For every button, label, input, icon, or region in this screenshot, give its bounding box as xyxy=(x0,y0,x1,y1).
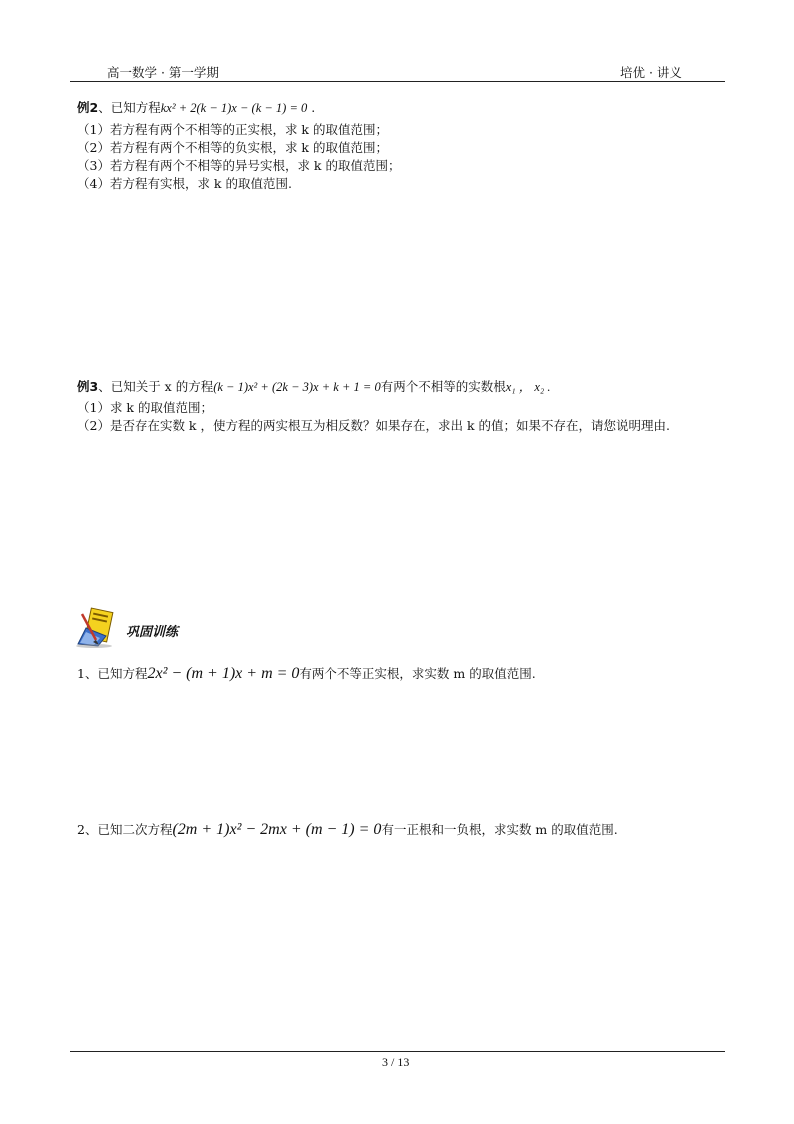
practice-title: 巩固训练 xyxy=(126,625,179,640)
footer-rule xyxy=(70,1051,725,1052)
example3-tail: 有两个不相等的实数根 xyxy=(380,379,506,394)
example3-item-2: （2）是否存在实数 k ，使方程的两实根互为相反数？如果存在，求出 k 的值；如果不存在，请您说明理由. xyxy=(77,418,670,433)
example3-intro: 、已知关于 x 的方程 xyxy=(98,379,214,394)
practice-q2 xyxy=(77,821,618,839)
example2-item-3: （3）若方程有两个不相等的异号实根，求 k 的取值范围； xyxy=(77,158,401,173)
example2-item-1: （1）若方程有两个不相等的正实根，求 k 的取值范围； xyxy=(77,122,388,137)
example3-equation: (k − 1)x² + (2k − 3)x + k + 1 = 0 xyxy=(213,380,381,394)
practice-q2-num: 2 xyxy=(77,822,85,837)
example2-item-4: （4）若方程有实根，求 k 的取值范围. xyxy=(77,176,292,191)
practice-q2-tail: 有一正根和一负根，求实数 m 的取值范围. xyxy=(381,822,618,837)
practice-q2-equation: (2m + 1)x² − 2mx + (m − 1) = 0 xyxy=(172,821,382,838)
page-number: 3 / 13 xyxy=(382,1055,410,1069)
practice-q1-equation: 2x² − (m + 1)x + m = 0 xyxy=(147,665,300,682)
practice-q1 xyxy=(77,665,536,683)
practice-q1-num: 1 xyxy=(77,666,85,681)
example3-label: 例3 xyxy=(77,379,99,394)
example2-item-2: （2）若方程有两个不相等的负实根，求 k 的取值范围； xyxy=(77,140,388,155)
example2-equation: kx² + 2(k − 1)x − (k − 1) = 0 xyxy=(160,101,308,115)
header-left: 高一数学 · 第一学期 xyxy=(107,65,219,80)
example2-intro: 、已知方程 xyxy=(98,100,161,115)
practice-q2-intro: 、已知二次方程 xyxy=(84,822,173,837)
practice-icon xyxy=(72,606,116,648)
example3-roots: x₁ ， x₂ . xyxy=(505,380,551,394)
example2-title: 例2、已知方程kx² + 2(k − 1)x − (k − 1) = 0 . xyxy=(77,100,316,115)
practice-q1-tail: 有两个不等正实根，求实数 m 的取值范围. xyxy=(299,666,536,681)
header-right: 培优 · 讲义 xyxy=(620,65,682,80)
example2-label: 例2 xyxy=(77,100,99,115)
example3-item-1: （1）求 k 的取值范围； xyxy=(77,400,213,415)
header-rule xyxy=(70,81,725,82)
example3-title xyxy=(77,378,551,396)
practice-q1-intro: 、已知方程 xyxy=(84,666,148,681)
